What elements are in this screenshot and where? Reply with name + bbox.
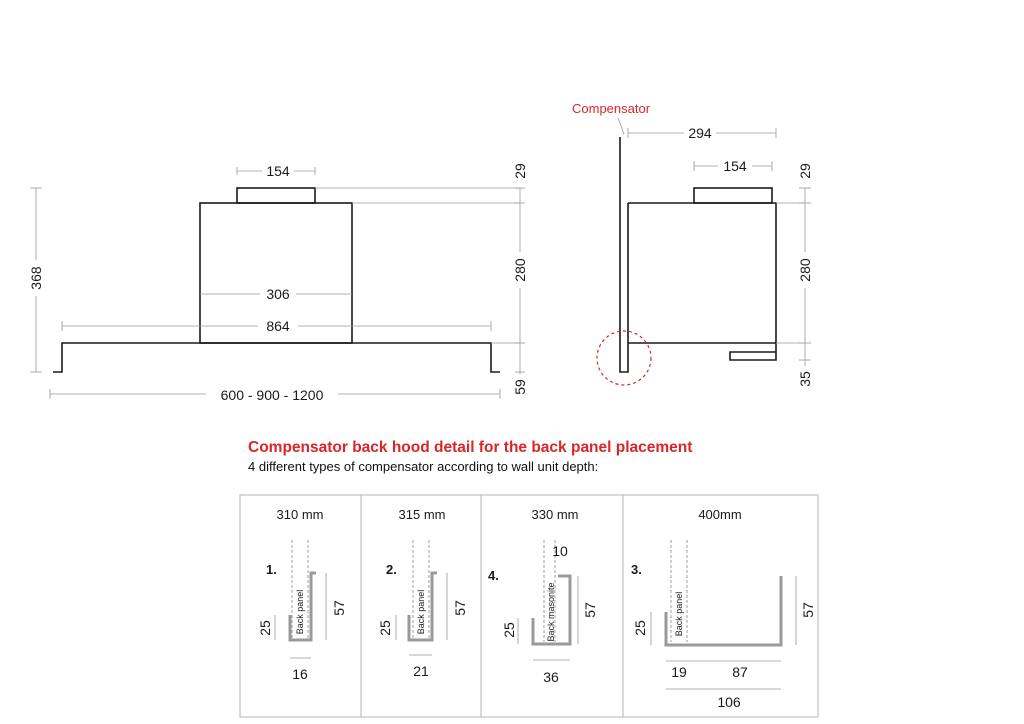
side-chimney <box>628 203 776 360</box>
panel-3-dim-right: 57 <box>582 602 598 618</box>
panel-2-panel-label: Back panel <box>416 589 426 635</box>
panel-4-dim-total-width: 106 <box>717 694 741 710</box>
panel-1-panel-label: Back panel <box>295 589 305 635</box>
side-dim-top-width: 154 <box>723 158 747 174</box>
detail-panel-1 <box>257 507 347 682</box>
front-canopy <box>53 343 500 372</box>
front-dim-top-height: 29 <box>512 163 528 179</box>
panel-4-panel-label: Back panel <box>674 591 684 637</box>
front-dim-chimney-width: 306 <box>266 286 290 302</box>
detail-heading: Compensator back hood detail for the back panel placement <box>248 439 693 456</box>
panel-3-title: 330 mm <box>531 507 579 522</box>
panel-4-number: 3. <box>631 562 642 577</box>
panel-1-dim-right: 57 <box>331 600 347 616</box>
detail-table <box>240 495 818 717</box>
panel-2-dim-bottom: 21 <box>413 663 429 679</box>
panel-1-dim-bottom: 16 <box>292 666 308 682</box>
panel-2-dim-left: 25 <box>377 620 393 636</box>
detail-panel-2 <box>377 507 468 679</box>
front-hood-outline <box>53 188 500 372</box>
front-dim-chimney-height: 280 <box>512 258 528 282</box>
side-dim-top-height: 29 <box>797 163 813 179</box>
side-top-vent <box>694 188 772 203</box>
side-view <box>572 101 815 392</box>
panel-3-dim-left: 25 <box>501 622 517 638</box>
front-view <box>24 158 530 403</box>
panel-3-panel-label: Back masonite <box>546 582 556 642</box>
compensator-leader-line <box>618 118 624 134</box>
compensator-highlight-circle <box>597 331 651 385</box>
panel-3-dim-bottom: 36 <box>543 669 559 685</box>
panel-2-number: 2. <box>386 562 397 577</box>
detail-subheading: 4 different types of compensator according to wall unit depth: <box>248 459 599 474</box>
panel-3-dim-top: 10 <box>552 543 568 559</box>
panel-2-dim-right: 57 <box>452 600 468 616</box>
panel-4-dim-middle-width: 87 <box>732 664 748 680</box>
side-compensator-plate <box>620 137 628 372</box>
panel-1-number: 1. <box>266 562 277 577</box>
panel-2-title: 315 mm <box>398 507 446 522</box>
side-dim-canopy-height: 35 <box>797 371 813 387</box>
compensator-label: Compensator <box>572 101 651 116</box>
front-dimension-lines <box>30 167 525 400</box>
panel-4-dim-right: 57 <box>800 602 816 618</box>
side-dim-chimney-height: 280 <box>797 258 813 282</box>
front-dim-top-width: 154 <box>266 163 290 179</box>
side-dim-depth: 294 <box>688 125 712 141</box>
panel-1-title: 310 mm <box>276 507 324 522</box>
detail-panel-3 <box>488 507 598 685</box>
front-dim-total-height: 368 <box>28 266 44 290</box>
panel-1-dim-left: 25 <box>257 620 273 636</box>
panel-4-dim-left: 25 <box>632 620 648 636</box>
front-top-vent <box>237 188 315 203</box>
panel-4-dim-left-width: 19 <box>671 664 687 680</box>
detail-panel-4 <box>631 507 816 710</box>
front-dim-hood-width: 600 - 900 - 1200 <box>220 387 324 403</box>
front-dim-canopy-height: 59 <box>512 379 528 395</box>
panel-3-number: 4. <box>488 568 499 583</box>
side-hood-outline <box>620 137 776 372</box>
panel-4-title: 400mm <box>698 507 742 522</box>
front-dim-canopy-width: 864 <box>266 318 290 334</box>
